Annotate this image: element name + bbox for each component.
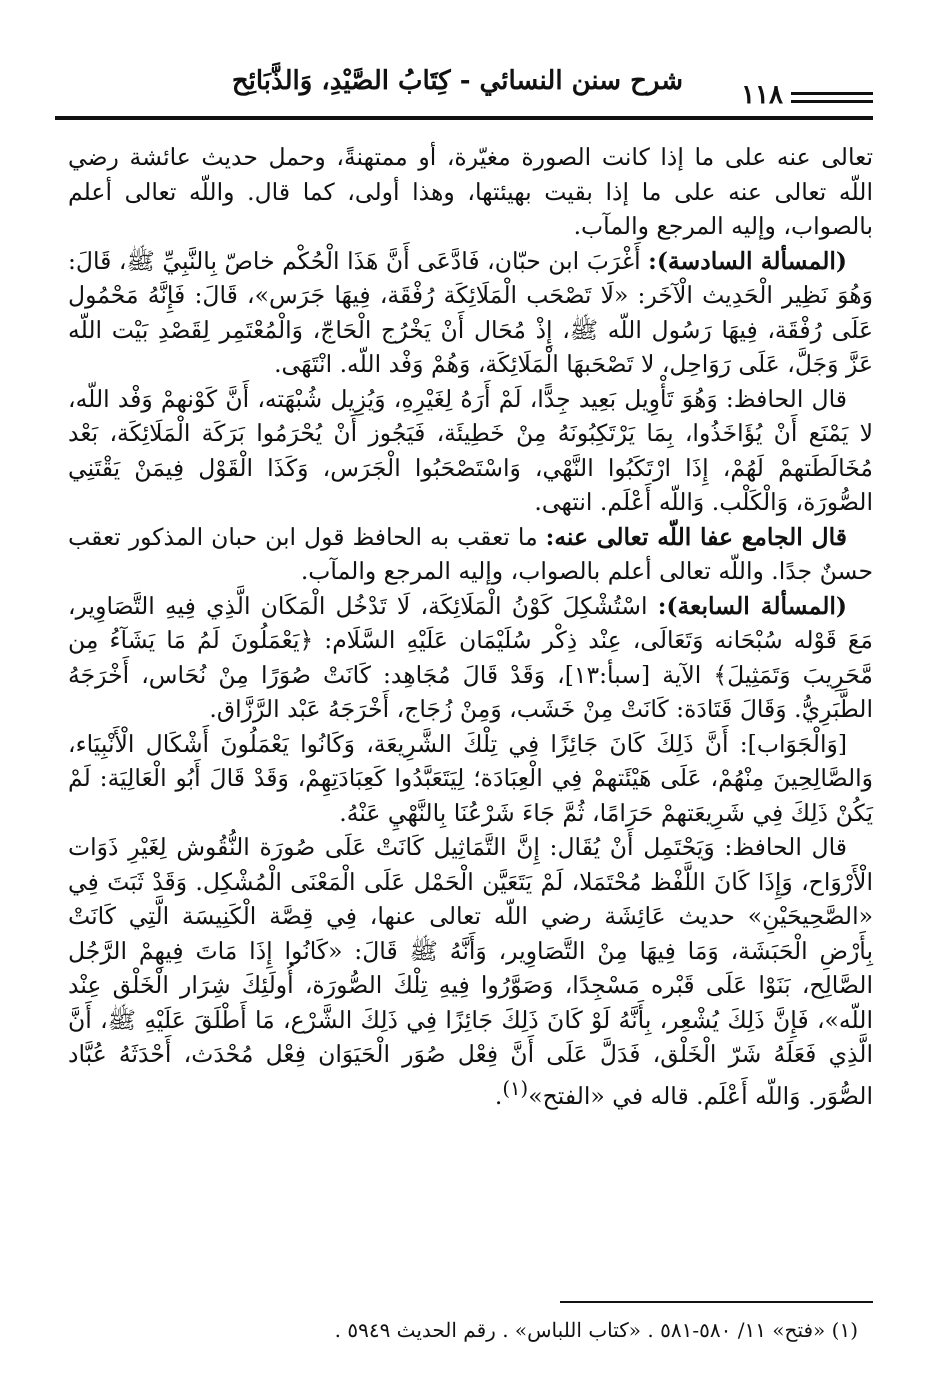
paragraph-text: اسْتُشْكِلَ كَوْنُ الْمَلَائِكَة، لَا تَدْخُل الْمَكَان الَّذِي فِيهِ التَّصَاوِير، مَعَ قَوْله سُبْحَانه وَتَعَالَى، عِنْد ذِكْر سُلَيْمَان عَلَيْهِ السَّلَام: ﴿يَعْمَلُونَ لَمُ مَا يَشَآءُ مِن مَّحَرِيبَ وَتَمَثِيلَ﴾ الآية [سبأ:١٣]، وَقَدْ قَالَ مُجَاهِد: كَانَتْ صُوَرًا مِنْ نُحَاس، أَخْرَجَهُ الطَّبَرِيُّ. وَقَالَ قَتَادَة: كَانَتْ مِنْ خَشَب، وَمِنْ زُجَاج، أَخْرَجَهُ عَبْد الرَّزَّاق. bbox=[68, 591, 873, 723]
paragraph bbox=[68, 244, 873, 382]
paragraph-text: . bbox=[494, 1081, 503, 1110]
footnote-reference: (١) bbox=[502, 1076, 529, 1100]
paragraph: [وَالْجَوَاب]: أَنَّ ذَلِكَ كَانَ جَائِزًا فِي تِلْكَ الشَّرِيعَة، وَكَانُوا يَعْمَلُونَ أَشْكَال الْأَنْبِيَاء، وَالصَّالِحِينَ مِنْهُمْ، عَلَى هَيْئَتهمْ فِي الْعِبَادَة؛ لِيَتَعَبَّدُوا كَعِبَادَتِهِمْ، وَقَدْ قَالَ أَبُو الْعَالِيَة: لَمْ يَكُنْ ذَلِكَ فِي شَرِيعَتهمْ حَرَامًا، ثُمَّ جَاءَ شَرْعُنَا بِالنَّهْيِ عَنْهُ. bbox=[68, 729, 873, 827]
header-title: شرح سنن النسائي - كِتَابُ الصَّيْدِ، وَالذَّبَائِح bbox=[231, 66, 683, 96]
paragraph: تعالى عنه على ما إذا كانت الصورة مغيّرة، أو ممتهنةً، وحمل حديث عائشة رضي اللّه تعالى عنه على ما إذا بقيت بهيئتها، وهذا أولى، كما قال. واللّه تعالى أعلم بالصواب، وإليه المرجع والمآب. bbox=[68, 143, 873, 240]
footnote: (١) «فتح» ١١/ ٥٨٠-٥٨١ . «كتاب اللباس» . رقم الحديث ٥٩٤٩ . bbox=[334, 1318, 858, 1342]
paragraph-text: ما تعقب به الحافظ قول ابن حبان المذكور تعقب حسنٌ جدًا. واللّه تعالى أعلم بالصواب، وإليه المرجع والمآب. bbox=[68, 522, 873, 585]
header-ornament-line bbox=[791, 92, 873, 95]
paragraph bbox=[68, 520, 873, 589]
paragraph-text: أَغْرَبَ ابن حبّان، فَادَّعَى أَنَّ هَذَا الْحُكْم خاصّ بِالنَّبِيِّ ﷺ، قَالَ: وَهُوَ نَظِير الْحَدِيث الْآخَر: «لَا تَصْحَب الْمَلَائِكَة رُفْقَة، فِيهَا جَرَس»، قَالَ: فَإِنَّهُ مَحْمُول عَلَى رُفْقَة، فِيهَا رَسُول اللّه ﷺ، إِذْ مُحَال أَنْ يَخْرُج الْحَاجّ، وَالْمُعْتَمِر لِقَصْدِ بَيْت اللّه عَزَّ وَجَلَّ، عَلَى رَوَاحِل، لا تَصْحَبهَا الْمَلَائِكَة، وَهُمْ وَفْد اللّه. انْتَهَى. bbox=[68, 246, 874, 378]
paragraph: قال الحافظ: وَهُوَ تَأْوِيل بَعِيد جِدًّا، لَمْ أَرَهُ لِغَيْرِهِ، وَيُزِيل شُبْهَته، أَنَّ كَوْنهمْ وَفْد اللّه، لا يَمْنَع أَنْ يُؤَاخَذُوا، بِمَا يَرْتَكِبُونَهُ مِنْ خَطِيئَة، فَيَجُوز أَنْ يُحْرَمُوا بَرَكَة الْمَلَائِكَة، بَعْد مُخَالَطَتهمْ لَهُمْ، إِذَا ارْتَكَبُوا النَّهْي، وَاسْتَصْحَبُوا الْجَرَس، وَكَذَا الْقَوْل فِيمَنْ يَقْتَنِي الصُّورَة، وَالْكَلْب. وَاللّه أَعْلَم. انتهى. bbox=[68, 384, 873, 516]
issue-label: (المسألة السابعة): bbox=[657, 591, 847, 620]
header-ornament-line bbox=[791, 100, 873, 103]
paragraph bbox=[68, 589, 873, 727]
issue-label: (المسألة السادسة): bbox=[648, 246, 847, 275]
paragraph bbox=[68, 830, 873, 1113]
page-number: ١١٨ bbox=[741, 80, 783, 110]
running-header bbox=[55, 58, 873, 128]
author-comment-label: قال الجامع عفا اللّه تعالى عنه: bbox=[545, 522, 847, 551]
header-rule bbox=[55, 116, 873, 120]
paragraph-text: قال الحافظ: وَيَحْتَمِل أَنْ يُقَال: إِنَّ التَّمَاثِيل كَانَتْ عَلَى صُورَة النُّقُوش لِغَيْرِ ذَوَات الْأَرْوَاح، وَإِذَا كَانَ اللَّفْظ مُحْتَمَلا، لَمْ يَتَعَيَّن الْحَمْل عَلَى الْمَعْنَى الْمُشْكِل. وَقَدْ ثَبَتَ فِي «الصَّحِيحَيْنِ» حديث عَائِشَة رضي اللّه تعالى عنها، فِي قِصَّة الْكَنِيسَة الَّتِي كَانَتْ بِأَرْضِ الْحَبَشَة، وَمَا فِيهَا مِنْ التَّصَاوِير، وَأَنَّهُ ﷺ قَالَ: «كَانُوا إِذَا مَاتَ فِيهِمْ الرَّجُل الصَّالِح، بَنَوْا عَلَى قَبْره مَسْجِدًا، وَصَوَّرُوا فِيهِ تِلْكَ الصُّورَة، أُولَئِكَ شِرَار الْخَلْق عِنْد اللّه»، فَإِنَّ ذَلِكَ يُشْعِر، بِأَنَّهُ لَوْ كَانَ ذَلِكَ جَائِزًا فِي ذَلِكَ الشَّرْع، مَا أَطْلَقَ عَلَيْهِ ﷺ، أَنَّ الَّذِي فَعَلَهُ شَرّ الْخَلْق، فَدَلَّ عَلَى أَنَّ فِعْل صُوَر الْحَيَوَان فِعْل مُحْدَث، أَحْدَثَهُ عُبَّاد الصُّوَر. وَاللّه أَعْلَم. قاله في «الفتح» bbox=[68, 833, 873, 1110]
footnote-rule bbox=[560, 1301, 873, 1303]
body-text bbox=[68, 140, 873, 1113]
